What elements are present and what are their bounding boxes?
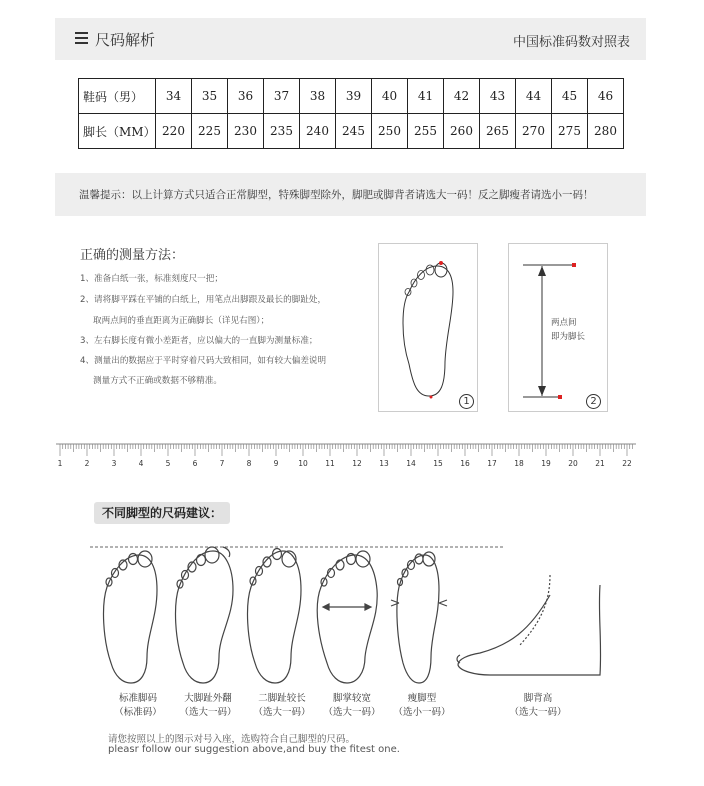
ruler-label: 6 [192, 459, 198, 468]
tips-bar [55, 173, 646, 216]
ruler-label: 4 [138, 459, 144, 468]
ruler-label: 11 [325, 459, 335, 468]
foot-type-advice: （选小一码） [393, 707, 451, 718]
foot-type-name: 二脚趾较长 [258, 693, 306, 704]
foot-type-name: 脚背高 [523, 693, 553, 704]
foot-bunion-icon [176, 547, 233, 683]
table-cell: 45 [552, 79, 588, 114]
table-cell: 250 [372, 114, 408, 149]
table-cell: 230 [228, 114, 264, 149]
table-cell: 43 [480, 79, 516, 114]
ruler-label: 20 [568, 459, 578, 468]
foot-high-instep-icon [457, 575, 601, 675]
foot-type-name: 大脚趾外翻 [184, 693, 232, 704]
method-step: 取两点间的垂直距离为正确脚长（详见右图）； [93, 316, 270, 326]
measure-label: 两点间 [551, 318, 577, 328]
ruler-label: 8 [246, 459, 252, 468]
foot-type-name: 脚掌较宽 [332, 693, 371, 704]
foot-type-advice: （选大一码） [323, 707, 381, 718]
foot-narrow-icon [391, 552, 447, 683]
foot-outline-icon [379, 244, 477, 411]
table-cell: 265 [480, 114, 516, 149]
row-label-shoe-size: 鞋码（男） [79, 79, 156, 114]
method-step: 测量方式不正确或数据不够精准。 [93, 376, 222, 386]
method-step: 3、左右脚长度有微小差距者，应以偏大的一直脚为测量标准； [80, 336, 318, 346]
foot-type-label [322, 692, 382, 720]
note-chinese: 请您按照以上的图示对号入座，选购符合自己脚型的尺码。 [108, 734, 356, 745]
table-cell: 41 [408, 79, 444, 114]
foot-long-second-toe-icon [248, 549, 301, 684]
section-title: 尺码解析 [95, 31, 156, 49]
figure-number: 1 [459, 394, 474, 409]
ruler-label: 14 [406, 459, 416, 468]
ruler-label: 9 [273, 459, 279, 468]
ruler-label: 19 [541, 459, 551, 468]
tips-text: 温馨提示：以上计算方式只适合正常脚型，特殊脚型除外，脚肥或脚背者请选大一码！反之脚瘦者请选小一码！ [79, 189, 594, 201]
section-subtitle: 中国标准码数对照表 [512, 35, 630, 50]
table-cell: 34 [156, 79, 192, 114]
foot-type-label [110, 692, 166, 720]
ruler-ticks [56, 443, 636, 459]
measure-label: 即为脚长 [551, 332, 586, 342]
table-cell: 37 [264, 79, 300, 114]
table-cell: 36 [228, 79, 264, 114]
ruler-label: 2 [84, 459, 90, 468]
foot-outline-figure [378, 243, 478, 412]
header-bar [55, 18, 646, 60]
foot-type-name: 标准脚码 [118, 693, 157, 704]
ruler-label: 3 [111, 459, 117, 468]
foot-type-advice: （选大一码） [509, 707, 567, 718]
table-cell: 39 [336, 79, 372, 114]
ruler-label: 12 [352, 459, 362, 468]
table-cell: 46 [588, 79, 624, 114]
menu-icon [75, 32, 88, 45]
table-cell: 225 [192, 114, 228, 149]
foot-standard-icon [104, 551, 157, 683]
method-step: 1、准备白纸一张，标准刻度尺一把； [80, 274, 223, 284]
table-cell: 44 [516, 79, 552, 114]
foot-type-label [252, 692, 312, 720]
ruler [56, 443, 636, 473]
table-cell: 275 [552, 114, 588, 149]
table-row-foot-length [79, 114, 624, 149]
method-step: 4、测量出的数据应于平时穿着尺码大致相同，如有较大偏差说明 [80, 356, 327, 366]
ruler-label: 17 [487, 459, 497, 468]
ruler-label: 15 [433, 459, 443, 468]
foot-wide-icon [317, 551, 377, 683]
table-cell: 245 [336, 114, 372, 149]
ruler-label: 18 [514, 459, 524, 468]
measurement-figure [508, 243, 608, 412]
size-chart-table [78, 78, 624, 149]
table-cell: 38 [300, 79, 336, 114]
ruler-label: 7 [219, 459, 225, 468]
foot-type-label [392, 692, 452, 720]
ruler-label: 21 [595, 459, 605, 468]
ruler-label: 5 [165, 459, 171, 468]
foot-types-illustration [95, 545, 615, 685]
table-cell: 240 [300, 114, 336, 149]
suggest-title: 不同脚型的尺码建议： [94, 502, 230, 524]
note-english: pleasr follow our suggestion above,and buy the fitest one. [108, 744, 400, 755]
table-row-shoe-size [79, 79, 624, 114]
row-label-foot-length: 脚长（MM） [79, 114, 156, 149]
foot-type-label [508, 692, 568, 720]
table-cell: 270 [516, 114, 552, 149]
table-cell: 220 [156, 114, 192, 149]
table-cell: 255 [408, 114, 444, 149]
foot-type-advice: （选大一码） [253, 707, 311, 718]
table-cell: 35 [192, 79, 228, 114]
foot-type-label [178, 692, 238, 720]
table-cell: 235 [264, 114, 300, 149]
table-cell: 260 [444, 114, 480, 149]
table-cell: 40 [372, 79, 408, 114]
method-title: 正确的测量方法： [80, 248, 185, 263]
ruler-label: 10 [298, 459, 308, 468]
ruler-label: 1 [57, 459, 63, 468]
method-step: 2、请将脚平踩在平铺的白纸上，用笔点出脚跟及最长的脚趾处， [80, 295, 327, 305]
ruler-label: 13 [379, 459, 389, 468]
ruler-label: 22 [622, 459, 632, 468]
figure-number: 2 [586, 394, 601, 409]
table-cell: 42 [444, 79, 480, 114]
foot-type-name: 瘦脚型 [407, 693, 437, 704]
ruler-label: 16 [460, 459, 470, 468]
foot-type-advice: （选大一码） [179, 707, 237, 718]
foot-type-advice: （标准码） [114, 707, 162, 718]
table-cell: 280 [588, 114, 624, 149]
